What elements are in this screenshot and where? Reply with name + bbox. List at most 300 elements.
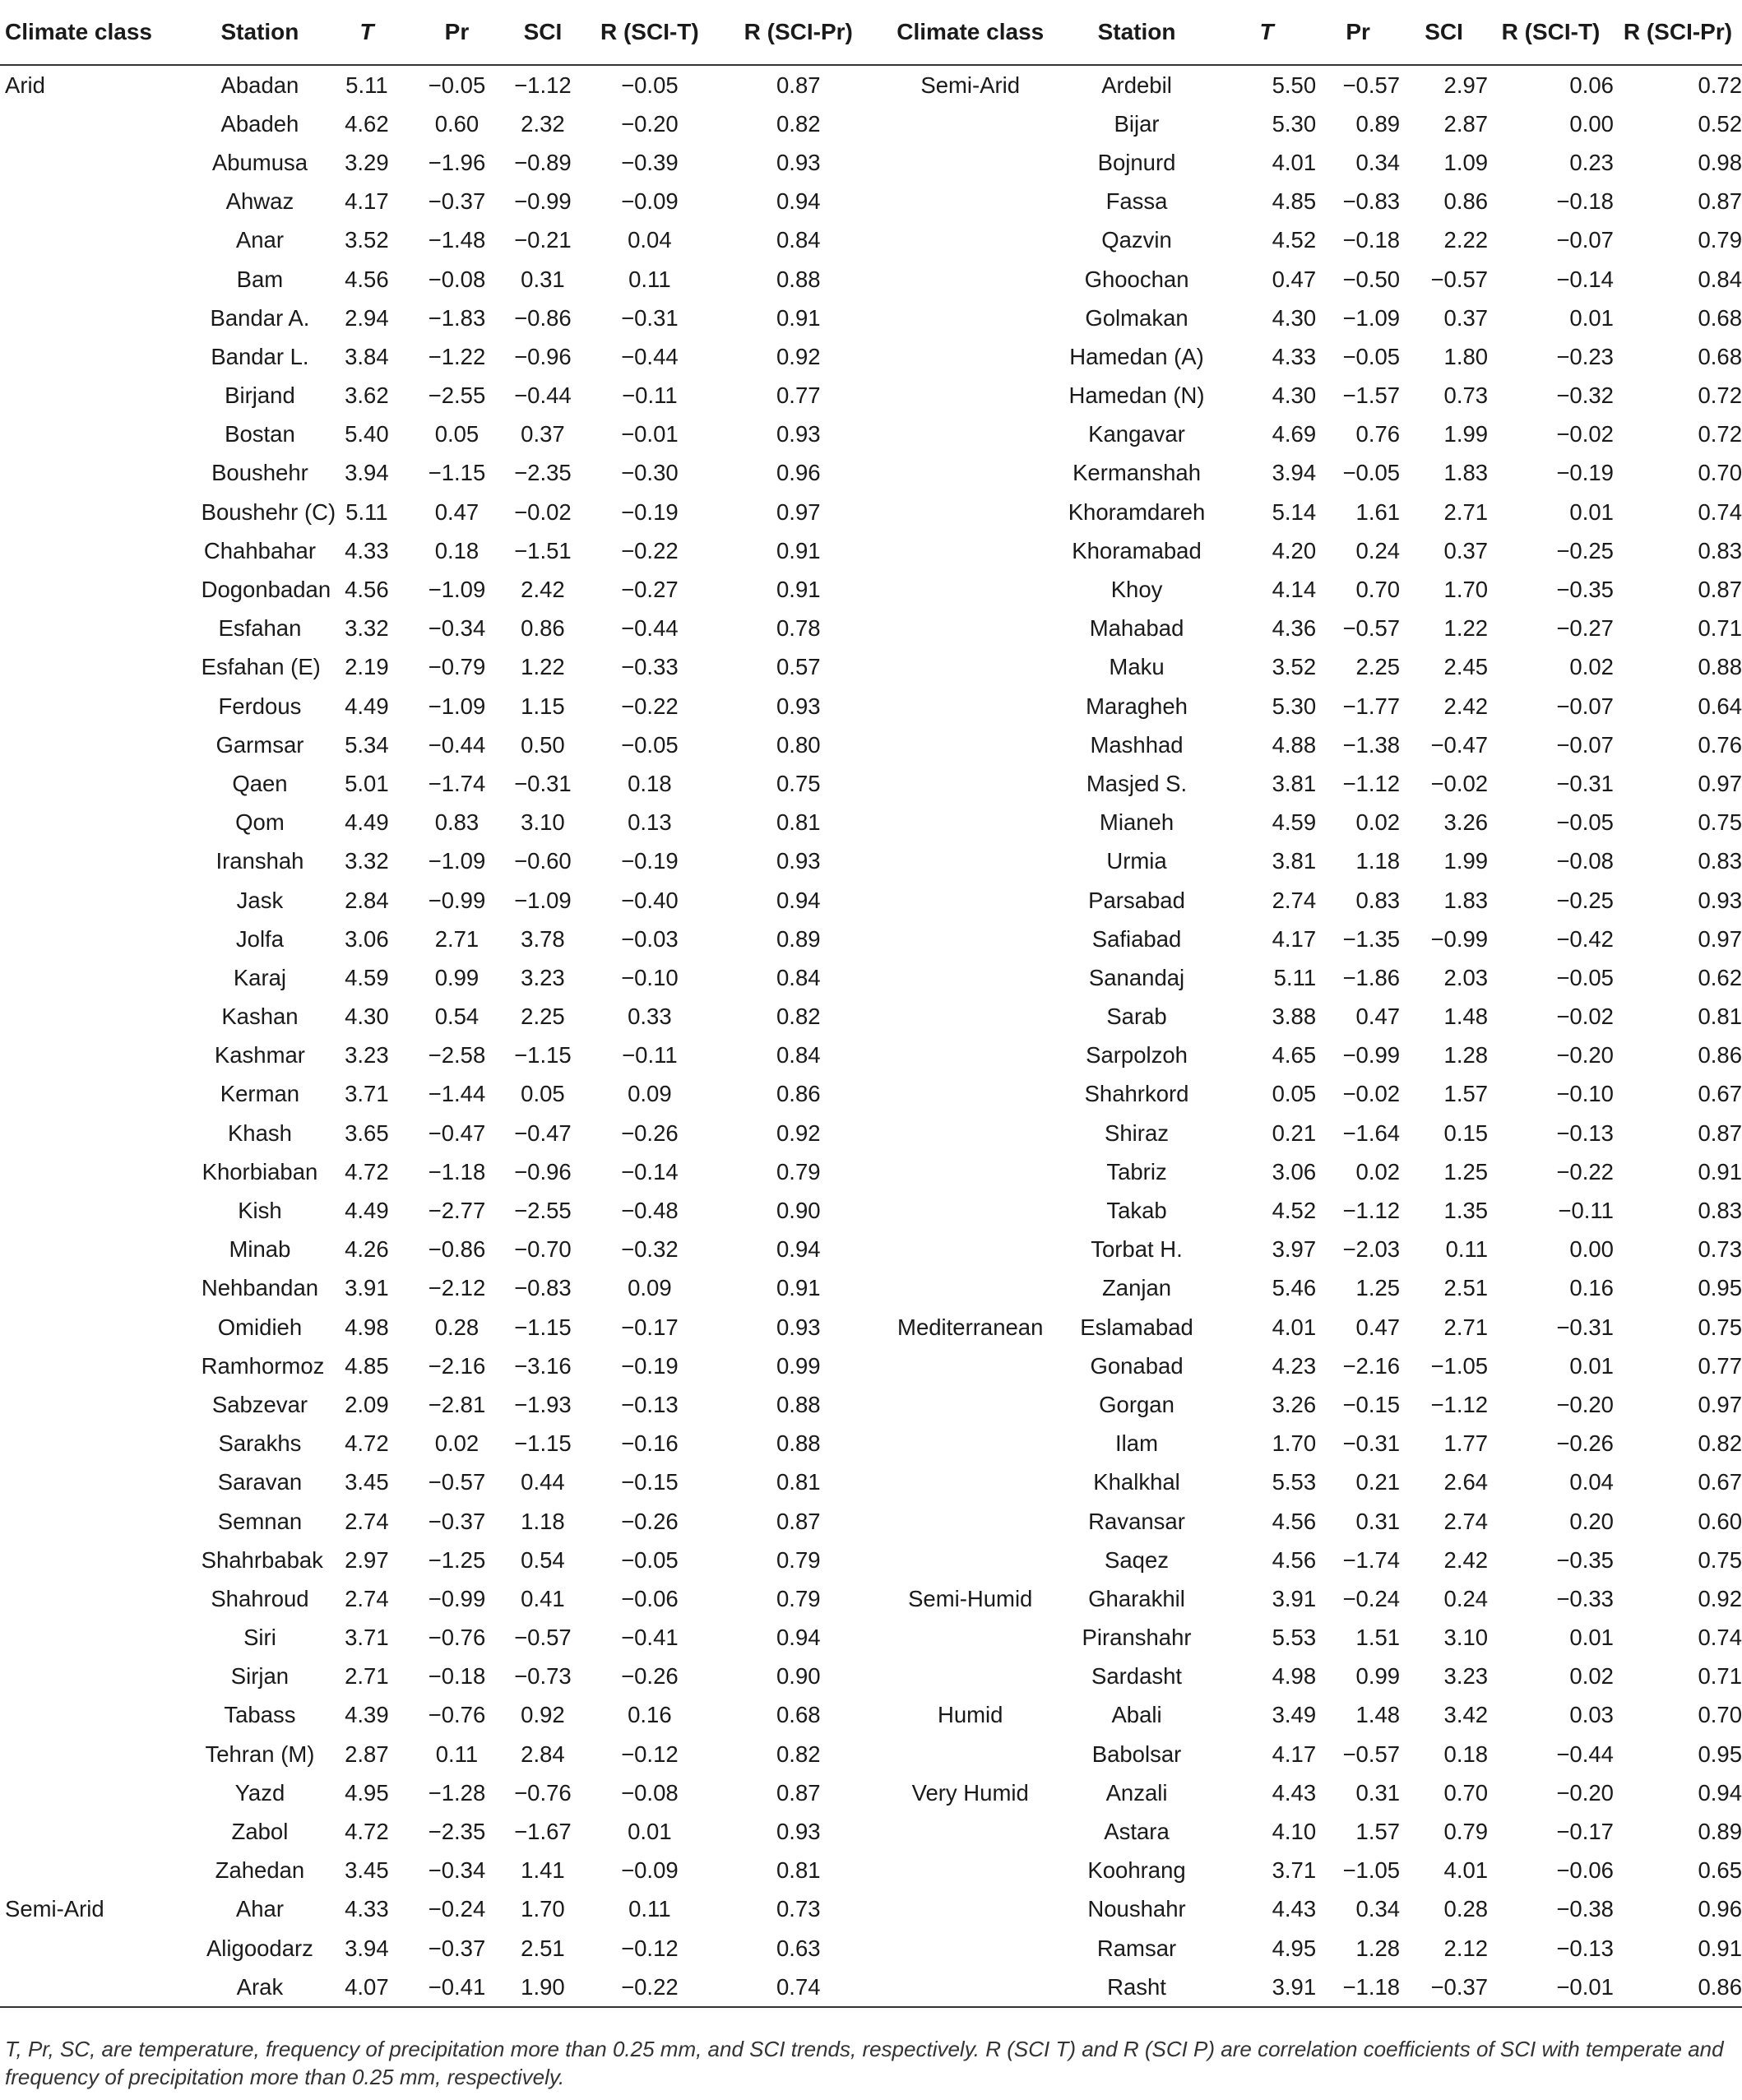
left-sci-value: 0.50 bbox=[521, 731, 565, 758]
right-station: Noushahr bbox=[1087, 1896, 1186, 1922]
right-r-sci-t-value: −0.11 bbox=[1558, 1198, 1614, 1224]
left-station: Ferdous bbox=[218, 693, 302, 719]
right-r-sci-pr-value: 0.97 bbox=[1698, 925, 1742, 952]
right-climate-class bbox=[884, 143, 1056, 182]
left-climate-class bbox=[0, 764, 202, 803]
left-r-sci-pr-value: 0.74 bbox=[712, 1968, 884, 2007]
table-row bbox=[0, 1735, 1742, 1773]
right-t-value: 3.88 bbox=[1272, 1004, 1317, 1030]
right-station: Astara bbox=[1104, 1819, 1170, 1845]
right-pr-value: −1.05 bbox=[1342, 1857, 1401, 1884]
left-r-sci-t-value: −0.11 bbox=[622, 1042, 678, 1069]
right-r-sci-pr-value: 0.64 bbox=[1698, 693, 1742, 719]
right-pr-value: −0.57 bbox=[1342, 1741, 1401, 1767]
left-pr-value: −1.25 bbox=[428, 1546, 486, 1573]
left-r-sci-pr-value: 0.99 bbox=[776, 1352, 821, 1379]
right-r-sci-t-value: −0.05 bbox=[1556, 809, 1614, 836]
left-climate-class bbox=[0, 610, 202, 648]
left-r-sci-t-value: −0.22 bbox=[621, 537, 679, 563]
right-climate-class bbox=[884, 415, 1056, 454]
left-pr-value: −0.47 bbox=[428, 1120, 486, 1146]
left-t-value: 3.71 bbox=[345, 1081, 389, 1107]
left-station: Birjand bbox=[225, 382, 295, 409]
right-sci-value: 1.57 bbox=[1443, 1081, 1489, 1107]
right-r-sci-pr-value: 0.75 bbox=[1698, 809, 1742, 836]
right-station: Bijar bbox=[1114, 110, 1160, 137]
left-climate-class bbox=[0, 415, 202, 454]
right-sci-value: 0.11 bbox=[1445, 1236, 1489, 1263]
left-r-sci-pr-value: 0.81 bbox=[776, 1469, 821, 1495]
right-climate-class bbox=[884, 1968, 1056, 2007]
right-t-value: 4.69 bbox=[1272, 421, 1317, 447]
left-r-sci-pr-value: 0.87 bbox=[776, 1508, 821, 1534]
left-climate-class bbox=[0, 1619, 202, 1657]
left-pr-value: −1.18 bbox=[428, 1158, 486, 1184]
right-pr-value: 0.89 bbox=[1355, 110, 1401, 137]
right-climate-class bbox=[884, 881, 1056, 920]
right-t-value: 4.23 bbox=[1272, 1352, 1317, 1379]
right-station: Kangavar bbox=[1088, 421, 1185, 447]
left-sci-value: −0.76 bbox=[514, 1779, 572, 1806]
right-r-sci-t-value: −0.17 bbox=[1556, 1819, 1614, 1845]
right-r-sci-pr-value: 0.72 bbox=[1698, 72, 1742, 98]
left-r-sci-t-value: 0.11 bbox=[628, 266, 671, 292]
right-r-sci-pr-value: 0.93 bbox=[1698, 887, 1742, 913]
right-station: Zanjan bbox=[1101, 1275, 1172, 1301]
right-t-value: 3.91 bbox=[1272, 1585, 1317, 1611]
right-climate-class bbox=[884, 725, 1056, 764]
left-t-value: 4.95 bbox=[345, 1779, 389, 1806]
right-t-value: 4.85 bbox=[1272, 188, 1317, 215]
right-pr-value: 1.51 bbox=[1355, 1625, 1401, 1651]
table-row bbox=[0, 881, 1742, 920]
right-pr-value: −1.38 bbox=[1342, 731, 1401, 758]
right-pr-value: −1.86 bbox=[1342, 964, 1401, 990]
left-station: Abumusa bbox=[211, 149, 308, 175]
right-r-sci-pr-value: 0.91 bbox=[1698, 1158, 1742, 1184]
left-sci-value: 0.86 bbox=[521, 615, 565, 642]
left-pr-value: −0.41 bbox=[415, 1968, 499, 2007]
left-sci-value: 2.51 bbox=[521, 1935, 565, 1961]
left-sci-value: 3.78 bbox=[521, 925, 565, 952]
right-sci-value: 1.09 bbox=[1443, 149, 1489, 175]
left-station: Siri bbox=[243, 1625, 276, 1651]
left-t-value: 4.56 bbox=[345, 577, 389, 603]
right-sci-value: 3.26 bbox=[1443, 809, 1489, 836]
table-row bbox=[0, 221, 1742, 260]
left-t-value: 3.91 bbox=[345, 1275, 389, 1301]
left-climate-class bbox=[0, 1036, 202, 1075]
right-sci-value: 1.80 bbox=[1443, 343, 1489, 369]
right-station: Eslamabad bbox=[1080, 1314, 1193, 1340]
table-row bbox=[0, 143, 1742, 182]
left-station: Dogonbadan bbox=[201, 577, 331, 603]
right-r-sci-pr-value: 0.97 bbox=[1698, 770, 1742, 796]
left-station: Ramhormoz bbox=[201, 1352, 325, 1379]
left-r-sci-pr-value: 0.89 bbox=[776, 925, 821, 952]
left-climate-class bbox=[0, 1773, 202, 1812]
right-sci-value: 2.12 bbox=[1443, 1935, 1489, 1961]
table-row bbox=[0, 842, 1742, 881]
right-t-value: 3.06 bbox=[1272, 1158, 1317, 1184]
right-station: Masjed S. bbox=[1086, 770, 1188, 796]
right-sci-value: 0.37 bbox=[1443, 304, 1489, 331]
left-sci-value: −0.89 bbox=[514, 149, 572, 175]
table-row bbox=[0, 1541, 1742, 1579]
header-pr: Pr bbox=[415, 0, 499, 65]
left-r-sci-pr-value: 0.84 bbox=[776, 1042, 821, 1069]
right-sci-value: 3.10 bbox=[1443, 1625, 1489, 1651]
right-climate-class bbox=[884, 1735, 1056, 1773]
left-r-sci-t-value: −0.09 bbox=[621, 1857, 679, 1884]
right-sci-value: 2.71 bbox=[1443, 1314, 1489, 1340]
right-t-value: 3.49 bbox=[1272, 1702, 1317, 1728]
right-r-sci-t-value: 0.02 bbox=[1569, 1663, 1614, 1690]
left-t-value: 2.74 bbox=[345, 1585, 389, 1611]
left-r-sci-pr-value: 0.91 bbox=[776, 577, 821, 603]
right-climate-class bbox=[884, 104, 1056, 143]
right-climate-class bbox=[884, 337, 1056, 376]
left-t-value: 4.85 bbox=[345, 1352, 389, 1379]
right-climate-class: Mediterranean bbox=[897, 1314, 1044, 1340]
left-pr-value: −1.96 bbox=[428, 149, 486, 175]
left-r-sci-pr-value: 0.73 bbox=[776, 1896, 821, 1922]
right-r-sci-t-value: 0.04 bbox=[1569, 1469, 1614, 1495]
left-r-sci-t-value: −0.32 bbox=[621, 1236, 679, 1263]
left-t-value: 5.11 bbox=[345, 72, 388, 98]
right-sci-value: 1.83 bbox=[1443, 460, 1489, 486]
right-climate-class bbox=[884, 493, 1056, 531]
left-pr-value: −0.76 bbox=[428, 1625, 486, 1651]
right-r-sci-t-value: −0.05 bbox=[1556, 964, 1614, 990]
left-t-value: 4.07 bbox=[318, 1968, 415, 2007]
right-pr-value: −1.57 bbox=[1342, 382, 1401, 409]
right-sci-value: 1.22 bbox=[1443, 615, 1489, 642]
left-pr-value: −1.48 bbox=[428, 227, 486, 253]
right-t-value: 4.30 bbox=[1272, 382, 1317, 409]
right-climate-class bbox=[884, 804, 1056, 842]
left-pr-value: −1.09 bbox=[428, 848, 486, 874]
right-sci-value: 2.03 bbox=[1443, 964, 1489, 990]
left-climate-class bbox=[0, 183, 202, 221]
right-r-sci-t-value: −0.35 bbox=[1556, 1546, 1614, 1573]
right-t-value: 5.50 bbox=[1272, 72, 1317, 98]
left-sci-value: −0.47 bbox=[514, 1120, 572, 1146]
right-r-sci-t-value: −0.44 bbox=[1556, 1741, 1614, 1767]
table-row bbox=[0, 377, 1742, 415]
right-station: Mianeh bbox=[1099, 809, 1174, 836]
left-r-sci-t-value: −0.31 bbox=[621, 304, 679, 331]
right-r-sci-pr-value: 0.81 bbox=[1698, 1004, 1742, 1030]
left-climate-class bbox=[0, 104, 202, 143]
left-r-sci-pr-value: 0.90 bbox=[776, 1198, 821, 1224]
right-sci-value: 2.97 bbox=[1443, 72, 1489, 98]
right-r-sci-pr-value: 0.60 bbox=[1698, 1508, 1742, 1534]
right-r-sci-pr-value: 0.79 bbox=[1698, 227, 1742, 253]
right-pr-value: 0.34 bbox=[1355, 1896, 1401, 1922]
right-r-sci-t-value: −0.42 bbox=[1556, 925, 1614, 952]
right-r-sci-pr-value: 0.86 bbox=[1698, 1042, 1742, 1069]
right-r-sci-pr-value: 0.92 bbox=[1698, 1585, 1742, 1611]
header-pr-2: Pr bbox=[1316, 0, 1400, 65]
left-t-value: 4.17 bbox=[345, 188, 389, 215]
right-climate-class bbox=[884, 1191, 1056, 1230]
left-climate-class bbox=[0, 687, 202, 725]
left-r-sci-t-value: −0.41 bbox=[621, 1625, 679, 1651]
right-t-value: 4.20 bbox=[1272, 537, 1317, 563]
table-row bbox=[0, 299, 1742, 337]
right-climate-class bbox=[884, 998, 1056, 1036]
right-t-value: 4.43 bbox=[1272, 1779, 1317, 1806]
right-climate-class bbox=[884, 1852, 1056, 1890]
left-station: Arak bbox=[202, 1968, 319, 2007]
right-station: Tabriz bbox=[1106, 1158, 1167, 1184]
right-r-sci-t-value: −0.06 bbox=[1556, 1857, 1614, 1884]
left-t-value: 4.49 bbox=[345, 1198, 389, 1224]
right-r-sci-pr-value: 0.67 bbox=[1698, 1081, 1742, 1107]
left-station: Tehran (M) bbox=[205, 1741, 315, 1767]
right-station: Gonabad bbox=[1090, 1352, 1184, 1379]
right-sci-value: 1.25 bbox=[1443, 1158, 1489, 1184]
left-sci-value: −0.60 bbox=[514, 848, 572, 874]
left-station: Garmsar bbox=[215, 731, 304, 758]
right-t-value: 1.70 bbox=[1272, 1430, 1317, 1457]
left-pr-value: 0.18 bbox=[434, 537, 480, 563]
left-t-value: 4.98 bbox=[345, 1314, 389, 1340]
table-row bbox=[0, 920, 1742, 958]
right-climate-class bbox=[884, 1152, 1056, 1191]
left-t-value: 4.72 bbox=[345, 1819, 389, 1845]
right-r-sci-pr-value: 0.73 bbox=[1698, 1236, 1742, 1263]
right-t-value: 3.81 bbox=[1272, 770, 1317, 796]
left-sci-value: 1.90 bbox=[498, 1968, 586, 2007]
left-climate-class bbox=[0, 842, 202, 881]
header-station-2: Station bbox=[1056, 0, 1217, 65]
left-r-sci-pr-value: 0.84 bbox=[776, 964, 821, 990]
right-climate-class bbox=[884, 1269, 1056, 1308]
left-r-sci-t-value: −0.12 bbox=[621, 1935, 679, 1961]
right-r-sci-pr-value: 0.65 bbox=[1698, 1857, 1742, 1884]
right-pr-value: 0.34 bbox=[1355, 149, 1401, 175]
left-pr-value: −0.44 bbox=[428, 731, 486, 758]
right-t-value: 4.36 bbox=[1272, 615, 1317, 642]
left-r-sci-pr-value: 0.87 bbox=[776, 72, 821, 98]
right-r-sci-t-value: −0.13 bbox=[1556, 1120, 1614, 1146]
header-row bbox=[0, 0, 1742, 65]
left-station: Kish bbox=[238, 1198, 282, 1224]
table-row bbox=[0, 1812, 1742, 1851]
right-r-sci-t-value: −0.35 bbox=[1556, 577, 1614, 603]
left-r-sci-pr-value: 0.80 bbox=[776, 731, 821, 758]
left-r-sci-pr-value: 0.93 bbox=[776, 149, 821, 175]
left-t-value: 4.33 bbox=[345, 537, 389, 563]
right-climate-class bbox=[884, 1036, 1056, 1075]
left-r-sci-t-value: −0.16 bbox=[621, 1430, 679, 1457]
right-r-sci-t-value: −0.20 bbox=[1556, 1042, 1614, 1069]
left-t-value: 3.62 bbox=[345, 382, 389, 409]
right-r-sci-t-value: 0.02 bbox=[1569, 654, 1614, 680]
right-station: Safiabad bbox=[1091, 925, 1182, 952]
right-pr-value: −0.57 bbox=[1342, 72, 1401, 98]
right-t-value: 4.95 bbox=[1272, 1935, 1317, 1961]
right-sci-value: 4.01 bbox=[1443, 1857, 1489, 1884]
right-pr-value: 0.21 bbox=[1355, 1469, 1401, 1495]
right-t-value: 4.10 bbox=[1272, 1819, 1317, 1845]
left-r-sci-pr-value: 0.93 bbox=[776, 1314, 821, 1340]
right-r-sci-t-value: −0.31 bbox=[1556, 1314, 1614, 1340]
right-t-value: 3.26 bbox=[1272, 1391, 1317, 1417]
left-pr-value: −2.77 bbox=[428, 1198, 486, 1224]
left-t-value: 3.29 bbox=[345, 149, 389, 175]
table-row bbox=[0, 1657, 1742, 1696]
left-r-sci-t-value: −0.20 bbox=[621, 110, 679, 137]
header-r-sci-pr: R (SCI-Pr) bbox=[712, 0, 884, 65]
right-r-sci-pr-value: 0.83 bbox=[1698, 537, 1742, 563]
right-r-sci-t-value: 0.23 bbox=[1569, 149, 1614, 175]
left-r-sci-pr-value: 0.91 bbox=[776, 304, 821, 331]
left-sci-value: −1.93 bbox=[514, 1391, 572, 1417]
right-climate-class bbox=[884, 1812, 1056, 1851]
left-climate-class bbox=[0, 1696, 202, 1735]
left-climate-class bbox=[0, 221, 202, 260]
right-sci-value: 2.42 bbox=[1443, 1546, 1489, 1573]
left-pr-value: −2.16 bbox=[428, 1352, 486, 1379]
left-station: Nehbandan bbox=[201, 1275, 319, 1301]
left-r-sci-pr-value: 0.93 bbox=[776, 693, 821, 719]
right-pr-value: −1.77 bbox=[1342, 693, 1401, 719]
right-pr-value: −0.02 bbox=[1342, 1081, 1401, 1107]
right-r-sci-t-value: 0.00 bbox=[1569, 1236, 1614, 1263]
right-t-value: 5.53 bbox=[1272, 1625, 1317, 1651]
left-sci-value: 3.23 bbox=[521, 964, 565, 990]
left-r-sci-t-value: 0.13 bbox=[628, 809, 672, 836]
right-r-sci-t-value: 0.00 bbox=[1569, 110, 1614, 137]
left-pr-value: −1.09 bbox=[428, 693, 486, 719]
right-t-value: 3.71 bbox=[1272, 1857, 1317, 1884]
table-row bbox=[0, 531, 1742, 570]
right-t-value: 4.59 bbox=[1272, 809, 1317, 836]
right-t-value: 4.30 bbox=[1272, 304, 1317, 331]
left-t-value: 3.94 bbox=[345, 1935, 389, 1961]
right-pr-value: −0.57 bbox=[1342, 615, 1401, 642]
left-sci-value: −2.35 bbox=[514, 460, 572, 486]
right-pr-value: −0.99 bbox=[1342, 1042, 1401, 1069]
left-r-sci-pr-value: 0.82 bbox=[776, 1004, 821, 1030]
left-pr-value: −0.86 bbox=[428, 1236, 486, 1263]
right-pr-value: 1.18 bbox=[1355, 848, 1401, 874]
right-sci-value: −0.99 bbox=[1430, 925, 1489, 952]
right-t-value: 4.52 bbox=[1272, 1198, 1317, 1224]
right-station: Ramsar bbox=[1096, 1935, 1177, 1961]
left-r-sci-t-value: −0.30 bbox=[621, 460, 679, 486]
left-r-sci-pr-value: 0.75 bbox=[776, 770, 821, 796]
left-station: Shahroud bbox=[211, 1585, 309, 1611]
right-sci-value: 0.79 bbox=[1443, 1819, 1489, 1845]
table-row bbox=[0, 1269, 1742, 1308]
right-r-sci-pr-value: 0.70 bbox=[1698, 460, 1742, 486]
left-climate-class bbox=[0, 1968, 202, 2007]
table-row bbox=[0, 1191, 1742, 1230]
right-pr-value: 0.47 bbox=[1355, 1004, 1401, 1030]
right-r-sci-t-value: −0.33 bbox=[1556, 1585, 1614, 1611]
left-r-sci-t-value: −0.19 bbox=[621, 498, 679, 525]
header-sci-2: SCI bbox=[1400, 0, 1488, 65]
left-t-value: 3.06 bbox=[345, 925, 389, 952]
left-station: Chahbahar bbox=[203, 537, 316, 563]
left-t-value: 3.84 bbox=[345, 343, 389, 369]
left-r-sci-t-value: −0.26 bbox=[621, 1508, 679, 1534]
right-station: Ghoochan bbox=[1084, 266, 1189, 292]
right-station: Mashhad bbox=[1090, 731, 1184, 758]
right-climate-class: Very Humid bbox=[911, 1779, 1029, 1806]
right-station: Khoramdareh bbox=[1068, 498, 1206, 525]
header-r-sci-t: R (SCI-T) bbox=[586, 0, 712, 65]
right-station: Rasht bbox=[1056, 1968, 1217, 2007]
left-climate-class bbox=[0, 1191, 202, 1230]
right-r-sci-pr-value: 0.98 bbox=[1698, 149, 1742, 175]
left-pr-value: −0.34 bbox=[428, 1857, 486, 1884]
left-r-sci-pr-value: 0.94 bbox=[776, 188, 821, 215]
left-climate-class bbox=[0, 881, 202, 920]
right-t-value: 4.56 bbox=[1272, 1508, 1317, 1534]
right-sci-value: 0.70 bbox=[1443, 1779, 1489, 1806]
left-r-sci-t-value: −0.22 bbox=[621, 693, 679, 719]
left-sci-value: 0.31 bbox=[521, 266, 565, 292]
right-r-sci-t-value: −0.07 bbox=[1556, 731, 1614, 758]
right-climate-class bbox=[884, 1385, 1056, 1424]
left-station: Sabzevar bbox=[211, 1391, 308, 1417]
right-t-value: 4.01 bbox=[1272, 149, 1317, 175]
left-sci-value: 1.15 bbox=[521, 693, 565, 719]
left-station: Bostan bbox=[225, 421, 295, 447]
right-station: Shahrkord bbox=[1084, 1081, 1189, 1107]
right-pr-value: −0.05 bbox=[1342, 460, 1401, 486]
left-station: Kashmar bbox=[214, 1042, 305, 1069]
left-sci-value: 3.10 bbox=[521, 809, 565, 836]
left-climate-class bbox=[0, 260, 202, 299]
right-pr-value: 0.31 bbox=[1355, 1508, 1401, 1534]
left-station: Zahedan bbox=[215, 1857, 305, 1884]
left-r-sci-t-value: 0.18 bbox=[628, 770, 672, 796]
right-pr-value: 1.48 bbox=[1355, 1702, 1401, 1728]
table-row bbox=[0, 648, 1742, 687]
right-r-sci-t-value: 0.20 bbox=[1569, 1508, 1614, 1534]
right-climate-class bbox=[884, 1114, 1056, 1152]
right-pr-value: 1.25 bbox=[1355, 1275, 1401, 1301]
left-station: Abadan bbox=[220, 72, 299, 98]
right-sci-value: −0.37 bbox=[1400, 1968, 1488, 2007]
right-station: Khoramabad bbox=[1072, 537, 1202, 563]
right-station: Ilam bbox=[1115, 1430, 1158, 1457]
left-pr-value: −2.12 bbox=[428, 1275, 486, 1301]
right-t-value: 5.14 bbox=[1272, 498, 1317, 525]
right-r-sci-pr-value: 0.74 bbox=[1698, 498, 1742, 525]
right-sci-value: −0.57 bbox=[1430, 266, 1489, 292]
right-station: Gharakhil bbox=[1088, 1585, 1185, 1611]
left-r-sci-t-value: 0.04 bbox=[628, 227, 672, 253]
right-sci-value: −0.02 bbox=[1430, 770, 1489, 796]
left-pr-value: −1.09 bbox=[428, 577, 486, 603]
right-t-value: 4.98 bbox=[1272, 1663, 1317, 1690]
table-row bbox=[0, 1502, 1742, 1541]
right-t-value: 5.53 bbox=[1272, 1469, 1317, 1495]
left-t-value: 3.32 bbox=[345, 848, 389, 874]
left-sci-value: −0.44 bbox=[514, 382, 572, 409]
right-sci-value: 1.28 bbox=[1443, 1042, 1489, 1069]
left-t-value: 3.65 bbox=[345, 1120, 389, 1146]
right-pr-value: −0.05 bbox=[1342, 343, 1401, 369]
right-pr-value: −1.12 bbox=[1342, 770, 1401, 796]
